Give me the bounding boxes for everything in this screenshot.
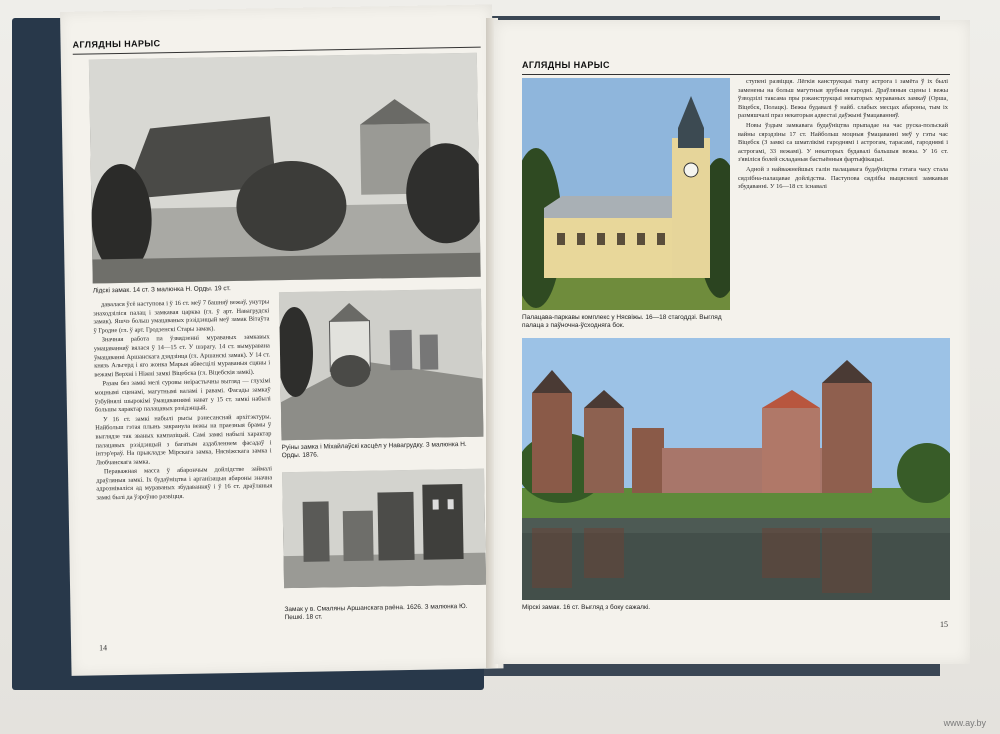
left-paragraph: давалася ўсё наступова і ў 16 ст. меў 7 башняў вежаў, унутры знаходзіліся палац і замкавая царква (гл. ў арт. Навагрудскі замак). Яшчэ больш умацаваных рэзідэнцый меў замак Вітаўта ў Гродне (гл. ў арт. Гродзенскі Стары замак). [93,298,270,335]
left-paragraph: У 16 ст. замкі набылі рысы рэнесанснай архітэктуры. Найбольш гэтая плынь закранула вежы на праезныя брамы ў выглядзе так званых кампазіцый. Самі замкі набылі характар палацавых рэзідэнцый з багатым аздабленнем фасадаў і інтэр'ераў. На прыкладзе Мірскага замка, Нясвіжскага замка і Любчанскага замка. [95,413,272,467]
lida-castle-engraving [89,53,481,284]
nesvizh-caption: Палацава-паркавы комплекс у Нясвіжы. 16—18 стагоддзі. Выгляд палаца з паўночна-ўсходняга бок. [522,314,722,329]
right-folio: 15 [940,620,948,629]
nesvizh-palace-art [522,78,730,310]
left-body-text [93,298,275,633]
lida-castle-engraving-art [89,53,481,284]
left-paragraph: Значная работа па ўзвядзенні мураваных замкавых умацаванняў вялася ў 14—15 ст. У шэрагу. 14 ст. вымуравана ўмацаванні Аршанскага дзядзінца (гл. Аршанскі замак). У 14 ст. князь Альгерд і яго жонка Марыя абвесцілі мураваныя сцяны і вежамі Верхні і Ніжні замкі Віцебска (гл. Віцебскія замкі). [93,333,271,379]
mir-castle-photo [522,338,950,600]
site-watermark: www.ay.by [943,718,986,728]
left-running-head: АГЛЯДНЫ НАРЫС [72,38,161,50]
right-head-rule [522,74,950,75]
smaliany-caption: Замак у в. Смаляны Аршанскага раёна. 1626. З малюнка Ю. Пешкі. 18 ст. [284,602,468,622]
mir-castle-art [522,338,950,600]
right-running-head: АГЛЯДНЫ НАРЫС [522,60,610,70]
navahrudak-caption: Руіны замка і Міхайлаўскі касцёл у Навагрудку. З малюнка Н. Орды. 1876. [281,440,467,460]
navahrudak-ruins-art [279,289,484,441]
left-paragraph: Разам без замкі мелі суровы неірастычны выгляд — глухімі моцнымі сценамі, магутнымі валамі і равамі. Фасады замкаў ўзбуйнялі шырокімі ўмацаваннямі нават у 15 ст. замкі набылі большы характар палацавых рэзідэнцый. [94,377,271,414]
smaliany-castle-engraving [282,469,486,589]
left-folio: 14 [99,643,108,653]
left-page [60,4,504,675]
lida-castle-caption: Лідскі замак. 14 ст. З малюнка Н. Орды. 19 ст. [92,285,231,295]
right-paragraph: Адной з найважнейшых галін палацавага будаўніцтва гэтага часу стала сядзібна-палацавае дойлідства. Паступова сядзібы выцяснялі замкавыя збудаванні. У 16—18 ст. існавалі [738,165,948,191]
left-paragraph: Пераважная масса ў абарончым дойлідстве займалі драўляныя замкі. Іх будаўніцтва і арганізацыя абароны значна адрозніваліся ад мураваных збудаванняў і ў 16 ст. драўляныя замкі былі да ўзроўню развіцця. [96,465,273,502]
nesvizh-palace-photo [522,78,730,310]
right-paragraph: Новы ўздым замкавага будаўніцтва прыпадае на час руска-польскай вайны сярэдзіны 17 ст. Найбольш моцныя ўмацаванні меў у гэты час Віцебск (З замкі са шматлікімі гароднямі і астрогам, тарасамі, гароднямі і астрогамі, 33 вежамі). У некаторых будавалі бальшыя вежы. У 16 ст. з'явіліся болей складаныя бастыённыя фартыфікацыі. [738,121,948,164]
smaliany-castle-art [282,469,486,589]
right-page [494,20,970,664]
navahrudak-ruins-engraving [279,289,484,441]
mir-castle-caption: Мірскі замак. 16 ст. Выгляд з боку сажалкі. [522,604,651,611]
right-paragraph: ступені развіцця. Лёгкія канструкцыі тыпу астрога і замёта ў іх былі заменены на больш магутныя зрубныя гародні. Драўляныя сцены і вежы ўзводзілі таксама пры рэканструкцыі некаторых мураваных замкаў (Орша, Віцебск, Полацк). Вежы будавалі ў найб. слабых месцах абароны, тым іх размяшчалі праз некаторыя адвестаі даўжыні ўмацаванняў. [738,78,948,120]
right-body-text [738,78,948,334]
